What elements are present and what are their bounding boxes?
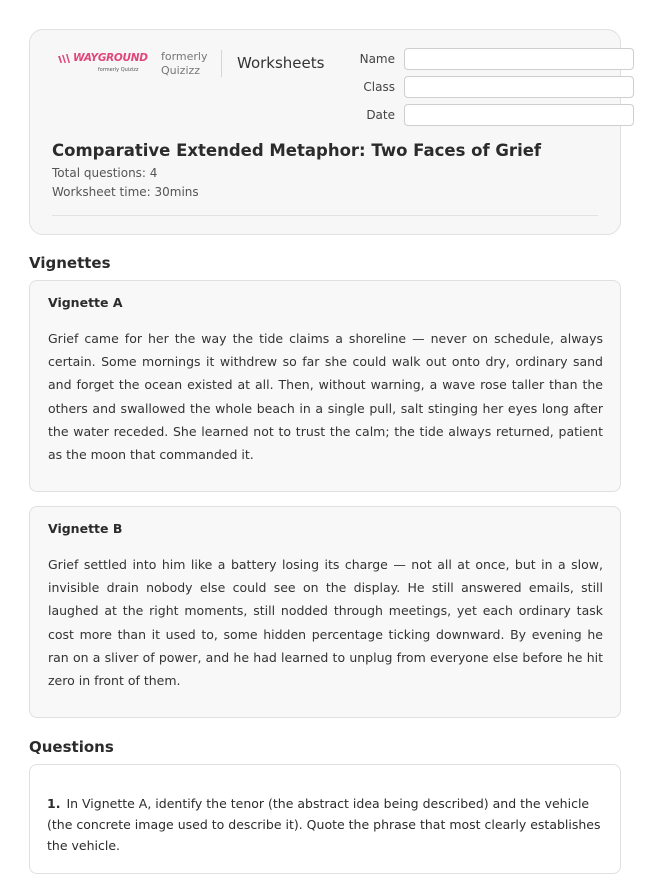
logo-mark-icon: [58, 54, 72, 64]
vignette-title: Vignette A: [48, 295, 123, 310]
vignette-card-a: [29, 280, 621, 492]
class-label: Class: [363, 80, 395, 94]
questions-heading: Questions: [29, 738, 114, 756]
wayground-logo: [58, 52, 148, 76]
total-questions: Total questions: 4: [52, 166, 158, 180]
vignettes-heading: Vignettes: [29, 254, 111, 272]
question-card-1: [29, 764, 621, 874]
logo-wordmark: WAYGROUND: [73, 52, 148, 64]
logo-subtext: formerly Quizizz: [98, 67, 139, 73]
name-field[interactable]: [404, 48, 634, 70]
app-title: Worksheets: [237, 54, 325, 72]
vignette-body: Grief came for her the way the tide claims a shoreline — never on schedule, always certain. Some mornings it withdrew so far she could walk out onto dry, ordinary sand and forget the ocean existed at all. Then, without warning, a wave rose taller than the others and swallowed the whole beach in a single pull, salt stinging her eyes long after the water receded. She learned not to trust the calm; the tide always returned, patient as the moon that commanded it.: [48, 331, 603, 463]
class-field[interactable]: [404, 76, 634, 98]
worksheet-header: [29, 29, 621, 235]
vignette-title: Vignette B: [48, 521, 123, 536]
question-prompt: In Vignette A, identify the tenor (the abstract idea being described) and the vehicle (the concrete image used to describe it). Quote the phrase that most clearly establishes the vehicle.: [47, 796, 601, 853]
name-label: Name: [359, 52, 395, 66]
date-label: Date: [366, 108, 395, 122]
vignette-body: Grief settled into him like a battery losing its charge — not all at once, but in a slow, invisible drain nobody else could see on the display. He still answered emails, still laughed at the right moments, still nodded through meetings, yet each ordinary task cost more than it used to, some hidden percentage ticking downward. By evening he ran on a sliver of power, and he had learned to unplug from everyone else before he hit zero in front of them.: [48, 557, 603, 689]
worksheet-time: Worksheet time: 30mins: [52, 185, 199, 199]
header-divider: [221, 50, 222, 77]
worksheet-title: Comparative Extended Metaphor: Two Faces of Grief: [52, 141, 542, 160]
question-number: 1.: [47, 796, 61, 811]
header-divider-line: [52, 215, 598, 216]
vignette-card-b: [29, 506, 621, 718]
date-field[interactable]: [404, 104, 634, 126]
question-text: [47, 793, 607, 856]
formerly-quizizz-label: formerly Quizizz: [161, 50, 208, 77]
